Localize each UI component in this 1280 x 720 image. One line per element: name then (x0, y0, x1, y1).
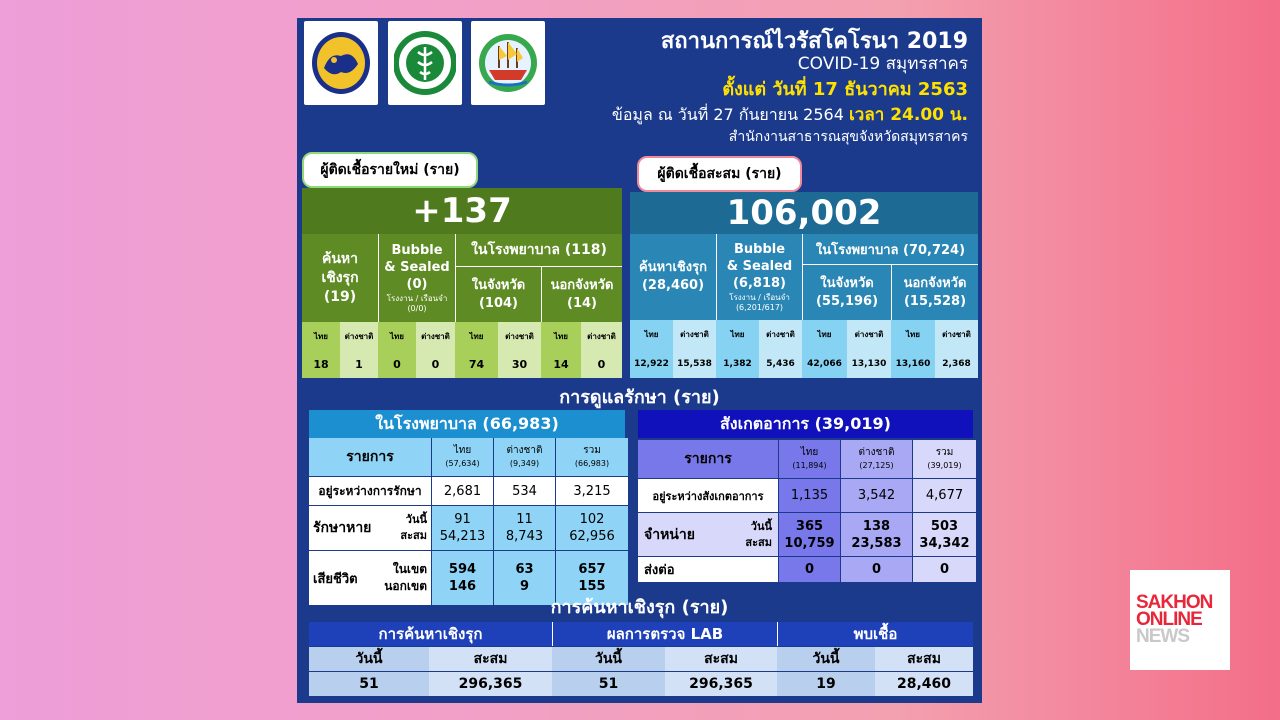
today-value: 51 (309, 672, 429, 696)
foreign-header: ต่างชาติ (498, 322, 541, 350)
cell: 3,542 (841, 479, 912, 512)
today-label: วันนี้ (777, 647, 875, 671)
row-discharged-label: จำหน่าย วันนี้ สะสม (638, 513, 778, 556)
cell: 594 146 (432, 551, 493, 605)
col-thai: ไทย (11,894) (779, 440, 840, 478)
cell: 11 8,743 (494, 506, 555, 550)
cum-hospital-header: ในโรงพยาบาล (70,724) (802, 234, 978, 265)
new-val: 14 (541, 350, 581, 378)
new-val: 74 (455, 350, 498, 378)
province-seal-logo (304, 21, 378, 105)
thai-header: ไทย (378, 322, 416, 350)
cell: 91 54,213 (432, 506, 493, 550)
care-observe-title: สังเกตอาการ (39,019) (638, 410, 973, 438)
cell: 503 34,342 (913, 513, 976, 556)
cum-val: 13,130 (847, 349, 891, 378)
thai-header: ไทย (716, 320, 759, 349)
col-total: รวม (66,983) (556, 438, 628, 476)
cum-val: 1,382 (716, 349, 759, 378)
new-val: 18 (302, 350, 340, 378)
new-cases-label: ผู้ติดเชื้อรายใหม่ (ราย) (302, 152, 478, 188)
new-hospital-header: ในโรงพยาบาล (118) (455, 234, 622, 267)
new-cases-breakdown (302, 322, 622, 378)
samut-sakhon-logo (471, 21, 545, 105)
foreign-header: ต่างชาติ (416, 322, 455, 350)
data-time: เวลา 24.00 น. (848, 105, 968, 125)
foreign-header: ต่างชาติ (935, 320, 978, 349)
row-recovered-label: รักษาหาย วันนี้ สะสม (309, 506, 431, 550)
cum-val: 12,922 (630, 349, 673, 378)
cell: 0 (779, 557, 840, 582)
cum-val: 42,066 (802, 349, 847, 378)
cum-value: 28,460 (875, 672, 973, 696)
office-name: สำนักงานสาธารณสุขจังหวัดสมุทรสาคร (728, 129, 968, 145)
cum-val: 2,368 (935, 349, 978, 378)
col-total: รวม (39,019) (913, 440, 976, 478)
since-date: ตั้งแต่ วันที่ 17 ธันวาคม 2563 (722, 79, 968, 100)
care-observe-table (638, 440, 973, 585)
data-date: ข้อมูล ณ วันที่ 27 กันยายน 2564 (611, 105, 844, 124)
cell: 138 23,583 (841, 513, 912, 556)
row-observing-label: อยู่ระหว่างสังเกตอาการ (638, 479, 778, 512)
thai-header: ไทย (802, 320, 847, 349)
cell: 4,677 (913, 479, 976, 512)
cumulative-breakdown (630, 320, 978, 378)
new-cases-total: +137 (302, 188, 622, 234)
new-out-province: นอกจังหวัด (14) (541, 267, 622, 322)
cell: 2,681 (432, 477, 493, 505)
cell: 3,215 (556, 477, 628, 505)
care-hospital-table (309, 438, 625, 602)
care-hospital-title: ในโรงพยาบาล (66,983) (309, 410, 625, 438)
cell: 657 155 (556, 551, 628, 605)
col-foreign: ต่างชาติ (9,349) (494, 438, 555, 476)
care-section-title: การดูแลรักษา (ราย) (559, 386, 720, 408)
cum-active-search: ค้นหาเชิงรุก (28,460) (630, 234, 716, 320)
new-bubble-sealed: Bubble & Sealed (0) โรงงาน / เรือนจำ (0/0) (378, 234, 455, 322)
search-col-header: ผลการตรวจ LAB (552, 622, 777, 646)
cum-value: 296,365 (429, 672, 552, 696)
cell: 1,135 (779, 479, 840, 512)
cell: 0 (913, 557, 976, 582)
ministry-public-health-logo (388, 21, 462, 105)
new-in-province: ในจังหวัด (104) (455, 267, 541, 322)
row-referred-label: ส่งต่อ (638, 557, 778, 582)
cell: 0 (841, 557, 912, 582)
cum-val: 5,436 (759, 349, 802, 378)
new-val: 0 (581, 350, 622, 378)
search-col-header: พบเชื้อ (777, 622, 973, 646)
cum-bubble-sealed: Bubble & Sealed (6,818) โรงงาน / เรือนจำ (6,201/617) (716, 234, 802, 320)
today-label: วันนี้ (552, 647, 665, 671)
row-deceased-label: เสียชีวิต ในเขต นอกเขต (309, 551, 431, 605)
foreign-header: ต่างชาติ (847, 320, 891, 349)
today-value: 19 (777, 672, 875, 696)
new-val: 1 (340, 350, 378, 378)
page-title: สถานการณ์ไวรัสโคโรนา 2019 (660, 29, 968, 54)
cell: 365 10,759 (779, 513, 840, 556)
new-val: 30 (498, 350, 541, 378)
thai-header: ไทย (302, 322, 340, 350)
thai-header: ไทย (541, 322, 581, 350)
col-item: รายการ (309, 438, 431, 476)
new-active-search: ค้นหา เชิงรุก (19) (302, 234, 378, 322)
cum-label: สะสม (665, 647, 777, 671)
today-value: 51 (552, 672, 665, 696)
search-col-header: การค้นหาเชิงรุก (309, 622, 552, 646)
sakhon-online-news-logo: SAKHON ONLINE NEWS (1130, 570, 1230, 670)
today-label: วันนี้ (309, 647, 429, 671)
cum-label: สะสม (875, 647, 973, 671)
search-section-title: การค้นหาเชิงรุก (ราย) (550, 596, 729, 618)
cum-out-province: นอกจังหวัด (15,528) (891, 265, 978, 320)
row-treating-label: อยู่ระหว่างการรักษา (309, 477, 431, 505)
cum-value: 296,365 (665, 672, 777, 696)
data-date-line (612, 101, 968, 128)
col-item: รายการ (638, 440, 778, 478)
thai-header: ไทย (455, 322, 498, 350)
cell: 63 9 (494, 551, 555, 605)
cell: 102 62,956 (556, 506, 628, 550)
foreign-header: ต่างชาติ (581, 322, 622, 350)
cum-val: 13,160 (891, 349, 935, 378)
page-subtitle: COVID-19 สมุทรสาคร (797, 54, 968, 74)
col-foreign: ต่างชาติ (27,125) (841, 440, 912, 478)
new-val: 0 (378, 350, 416, 378)
col-thai: ไทย (57,634) (432, 438, 493, 476)
cum-label: สะสม (429, 647, 552, 671)
thai-header: ไทย (630, 320, 673, 349)
foreign-header: ต่างชาติ (759, 320, 802, 349)
cell: 534 (494, 477, 555, 505)
covid-infographic (297, 18, 982, 703)
cumulative-total: 106,002 (630, 192, 978, 234)
cum-val: 15,538 (673, 349, 716, 378)
thai-header: ไทย (891, 320, 935, 349)
foreign-header: ต่างชาติ (340, 322, 378, 350)
new-val: 0 (416, 350, 455, 378)
cum-in-province: ในจังหวัด (55,196) (802, 265, 891, 320)
cumulative-label: ผู้ติดเชื้อสะสม (ราย) (637, 156, 802, 192)
search-table (309, 622, 973, 694)
foreign-header: ต่างชาติ (673, 320, 716, 349)
